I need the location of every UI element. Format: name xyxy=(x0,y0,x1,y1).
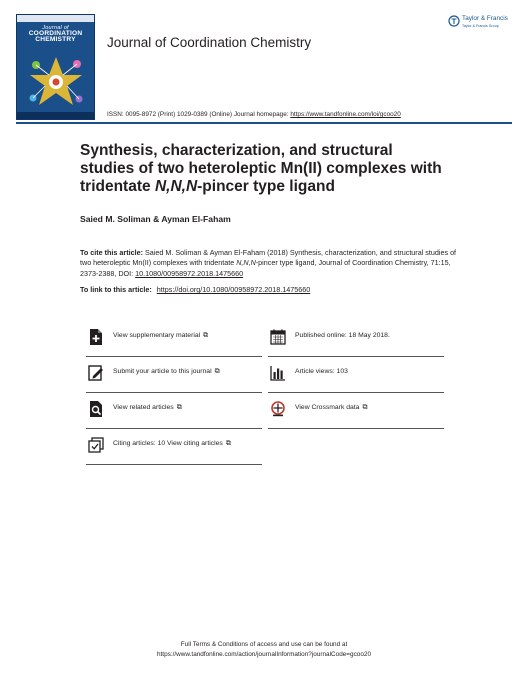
article-link-label: To link to this article: xyxy=(80,285,152,294)
footer xyxy=(0,640,528,659)
article-views-text: Article views: 103 xyxy=(295,368,348,375)
external-link-icon: ⧉ xyxy=(203,332,209,339)
issn-text: ISSN: 0095-8972 (Print) 1029-0389 (Online) Journal homepage: xyxy=(107,111,289,118)
citation-doi-link[interactable]: 10.1080/00958972.2018.1475660 xyxy=(135,268,244,278)
article-authors: Saied M. Soliman & Ayman El-Faham xyxy=(80,214,231,224)
citing-articles-icon xyxy=(88,437,104,453)
cover-top-strip xyxy=(17,15,94,22)
title-text: -pincer type ligand xyxy=(197,178,335,195)
edit-document-icon xyxy=(88,365,104,381)
citation-label: To cite this article: xyxy=(80,248,143,257)
submit-article-item[interactable] xyxy=(86,357,262,393)
published-online-text: Published online: 18 May 2018. xyxy=(295,332,390,339)
cover-title-line: Journal of xyxy=(42,25,69,31)
article-title-line xyxy=(80,178,460,196)
document-plus-icon xyxy=(88,329,104,345)
crossmark-text: View Crossmark data xyxy=(295,404,360,411)
bar-chart-icon xyxy=(270,365,286,381)
article-title xyxy=(80,142,460,196)
related-articles-text: View related articles xyxy=(113,404,174,411)
published-online-item xyxy=(268,321,444,357)
journal-name[interactable]: Journal of Coordination Chemistry xyxy=(107,35,312,50)
related-articles-item[interactable] xyxy=(86,393,262,429)
footer-terms-text: Full Terms & Conditions of access and use can be found at xyxy=(180,641,348,648)
supplementary-material-text: View supplementary material xyxy=(113,332,201,339)
journal-homepage-link[interactable]: https://www.tandfonline.com/loi/gcoo20 xyxy=(290,111,401,118)
publisher-logo-subtitle: Taylor & Francis Group xyxy=(462,24,499,28)
title-italic-text: N,N,N xyxy=(154,178,198,195)
journal-cover-image xyxy=(16,14,95,120)
crossmark-icon xyxy=(270,401,286,417)
search-document-icon xyxy=(88,401,104,417)
external-link-icon: ⧉ xyxy=(225,440,231,447)
external-link-icon: ⧉ xyxy=(214,368,220,375)
citing-articles-text: Citing articles: 10 View citing articles xyxy=(113,440,223,447)
submit-article-label xyxy=(113,368,220,376)
citation-text: -pincer type ligand, Journal of Coordination Chemistry, 71:15, 2373-2388, DOI: xyxy=(80,258,451,278)
cover-title-line: COORDINATION xyxy=(28,30,83,38)
citation-text: Saied M. Soliman & Ayman El-Faham (2018) Synthesis, characterization, and structural studies of two heteroleptic Mn(II) complexes with tridentate xyxy=(80,248,457,268)
citation-block xyxy=(80,248,460,279)
crossmark-item[interactable] xyxy=(268,393,444,429)
cover-molecule-art xyxy=(25,53,87,111)
article-views-item xyxy=(268,357,444,393)
footer-terms-link[interactable]: https://www.tandfonline.com/action/journalInformation?journalCode=gcoo20 xyxy=(156,650,372,658)
cover-bottom-strip xyxy=(17,112,94,119)
citation-italic-text: N,N,N xyxy=(236,258,256,268)
related-articles-label xyxy=(113,404,182,412)
article-link-line xyxy=(80,285,310,294)
external-link-icon: ⧉ xyxy=(362,404,368,411)
article-doi-link[interactable]: https://doi.org/10.1080/00958972.2018.1475660 xyxy=(156,285,311,294)
article-title-line: studies of two heteroleptic Mn(II) complexes with xyxy=(80,160,442,177)
citing-articles-label xyxy=(113,440,231,448)
issn-line xyxy=(107,111,401,118)
cover-title xyxy=(19,25,92,44)
supplementary-material-label xyxy=(113,332,208,340)
header-divider xyxy=(16,122,512,124)
submit-article-text: Submit your article to this journal xyxy=(113,368,212,375)
title-text: tridentate xyxy=(80,178,155,195)
crossmark-label xyxy=(295,404,367,412)
cover-title-line: CHEMISTRY xyxy=(35,36,76,44)
external-link-icon: ⧉ xyxy=(176,404,182,411)
calendar-icon xyxy=(270,329,286,345)
supplementary-material-item[interactable] xyxy=(86,321,262,357)
publisher-logo-name: Taylor & Francis xyxy=(462,15,508,22)
citing-articles-item[interactable] xyxy=(86,429,262,465)
article-title-line: Synthesis, characterization, and structural xyxy=(80,142,393,159)
